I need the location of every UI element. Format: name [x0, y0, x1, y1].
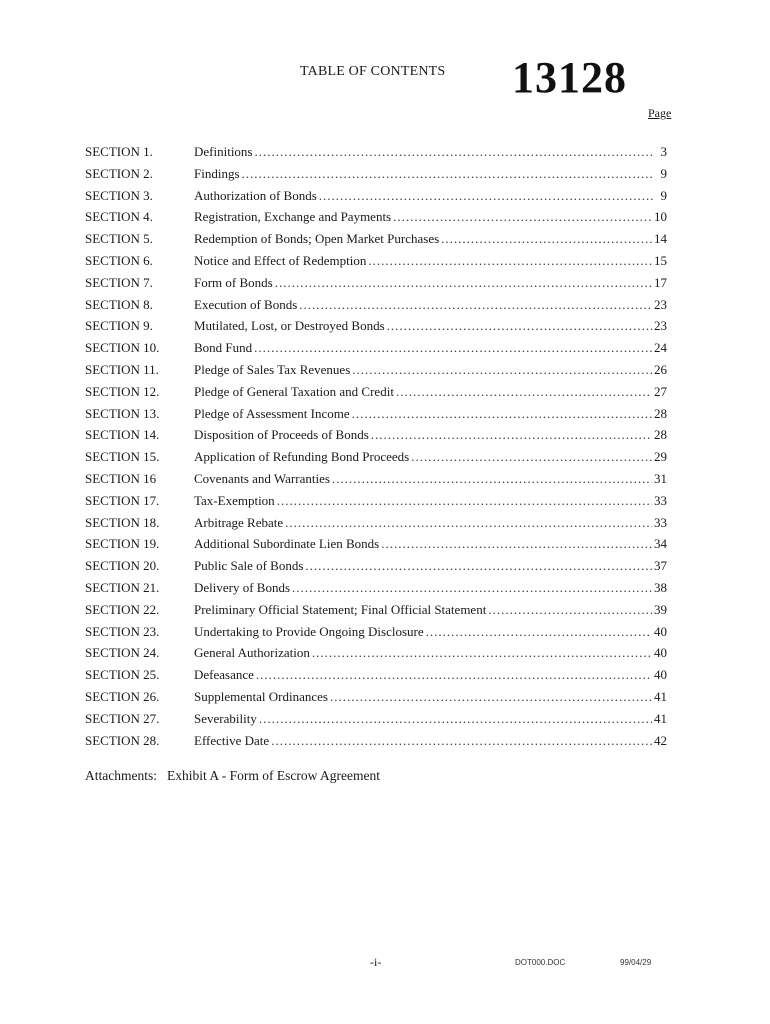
toc-row	[85, 686, 667, 708]
page-column-label: Page	[648, 106, 672, 120]
toc-row	[85, 381, 667, 403]
toc-row	[85, 294, 667, 316]
toc-page-number: 31	[654, 470, 667, 486]
toc-row	[85, 337, 667, 359]
toc-dot-leader	[319, 185, 653, 207]
toc-dot-leader	[387, 315, 652, 337]
toc-page-number: 39	[654, 601, 667, 617]
toc-dot-leader	[285, 512, 652, 534]
toc-section-number: SECTION 6.	[85, 252, 153, 268]
toc-row	[85, 424, 667, 446]
toc-dot-leader	[275, 272, 652, 294]
toc-section-title: Additional Subordinate Lien Bonds	[194, 536, 380, 552]
toc-section-title: Execution of Bonds	[194, 296, 298, 312]
toc-dot-leader	[299, 294, 652, 316]
attachments-value: Exhibit A - Form of Escrow Agreement	[166, 768, 380, 783]
toc-row	[85, 708, 667, 730]
toc-row	[85, 315, 667, 337]
toc-dot-leader	[256, 664, 652, 686]
toc-section-title: Pledge of General Taxation and Credit	[194, 383, 394, 399]
toc-section-number: SECTION 21.	[85, 579, 160, 595]
toc-page-number: 27	[654, 383, 667, 399]
toc-section-number: SECTION 3.	[85, 187, 153, 203]
toc-section-number: SECTION 5.	[85, 231, 153, 247]
toc-section-number: SECTION 14.	[85, 427, 160, 443]
toc-title: TABLE OF CONTENTS	[300, 64, 446, 79]
toc-row	[85, 403, 667, 425]
toc-dot-leader	[352, 403, 652, 425]
toc-page-number: 40	[654, 667, 667, 683]
toc-section-number: SECTION 13.	[85, 405, 160, 421]
toc-section-number: SECTION 20.	[85, 558, 160, 574]
toc-section-title: Mutilated, Lost, or Destroyed Bonds	[194, 318, 385, 334]
toc-row	[85, 141, 667, 163]
toc-section-title: Supplemental Ordinances	[194, 688, 328, 704]
toc-page-number: 24	[654, 340, 667, 356]
toc-page-number: 28	[654, 405, 667, 421]
toc-dot-leader	[255, 141, 654, 163]
toc-dot-leader	[277, 490, 652, 512]
table-of-contents	[85, 141, 667, 751]
toc-section-number: SECTION 27.	[85, 710, 160, 726]
toc-section-number: SECTION 26.	[85, 688, 160, 704]
toc-section-title: Covenants and Warranties	[194, 470, 330, 486]
toc-section-number: SECTION 10.	[85, 340, 160, 356]
toc-section-title: Undertaking to Provide Ongoing Disclosure	[194, 623, 424, 639]
toc-dot-leader	[381, 533, 652, 555]
toc-page-number: 9	[660, 165, 667, 181]
toc-page-number: 34	[654, 536, 667, 552]
toc-dot-leader	[271, 730, 652, 752]
toc-row	[85, 555, 667, 577]
toc-section-number: SECTION 11.	[85, 361, 159, 377]
toc-page-number: 17	[654, 274, 667, 290]
toc-section-title: Defeasance	[194, 667, 254, 683]
toc-page-number: 40	[654, 623, 667, 639]
toc-page-number: 40	[654, 645, 667, 661]
toc-section-title: Effective Date	[194, 732, 270, 748]
toc-row	[85, 664, 667, 686]
toc-dot-leader	[488, 599, 652, 621]
toc-row	[85, 577, 667, 599]
toc-page-number: 29	[654, 449, 667, 465]
toc-page-number: 41	[654, 688, 667, 704]
toc-row	[85, 228, 667, 250]
toc-page-number: 41	[654, 710, 667, 726]
toc-row	[85, 185, 667, 207]
toc-page-number: 23	[654, 318, 667, 334]
toc-section-number: SECTION 2.	[85, 165, 153, 181]
toc-section-number: SECTION 19.	[85, 536, 160, 552]
toc-row	[85, 533, 667, 555]
toc-section-title: Public Sale of Bonds	[194, 558, 304, 574]
footer-date: 99/04/29	[620, 958, 652, 967]
toc-dot-leader	[411, 446, 652, 468]
toc-section-title: Notice and Effect of Redemption	[194, 252, 367, 268]
toc-section-title: Definitions	[194, 144, 253, 159]
toc-page-number: 9	[660, 187, 667, 203]
toc-section-title: Form of Bonds	[194, 274, 273, 290]
toc-dot-leader	[242, 163, 653, 185]
toc-section-title: Disposition of Proceeds of Bonds	[194, 427, 369, 443]
toc-section-title: Registration, Exchange and Payments	[194, 209, 392, 225]
document-number: 13128	[512, 53, 627, 102]
toc-page-number: 10	[654, 209, 667, 225]
toc-row	[85, 730, 667, 752]
toc-page-number: 28	[654, 427, 667, 443]
toc-row	[85, 206, 667, 228]
toc-section-number: SECTION 7.	[85, 274, 153, 290]
toc-dot-leader	[371, 424, 652, 446]
toc-page-number: 26	[654, 361, 667, 377]
toc-section-title: Severability	[194, 710, 257, 726]
toc-page-number: 33	[654, 514, 667, 530]
toc-section-number: SECTION 28.	[85, 732, 160, 748]
toc-section-title: Pledge of Assessment Income	[194, 405, 350, 421]
toc-row	[85, 468, 667, 490]
toc-page-number: 38	[654, 579, 667, 595]
toc-row	[85, 250, 667, 272]
footer-page-number: -i-	[370, 955, 382, 969]
toc-section-number: SECTION 25.	[85, 667, 160, 683]
toc-row	[85, 512, 667, 534]
toc-dot-leader	[254, 337, 652, 359]
toc-section-title: Redemption of Bonds; Open Market Purchases	[194, 231, 440, 247]
toc-section-title: Tax-Exemption	[194, 492, 275, 508]
toc-section-title: General Authorization	[194, 645, 310, 661]
toc-section-title: Arbitrage Rebate	[194, 514, 284, 530]
toc-section-number: SECTION 9.	[85, 318, 153, 334]
toc-page-number: 3	[660, 144, 667, 159]
toc-dot-leader	[393, 206, 652, 228]
toc-section-number: SECTION 4.	[85, 209, 153, 225]
attachments-label: Attachments:	[85, 768, 157, 783]
toc-section-number: SECTION 12.	[85, 383, 160, 399]
toc-row	[85, 272, 667, 294]
toc-dot-leader	[426, 621, 652, 643]
toc-page-number: 14	[654, 231, 667, 247]
toc-section-number: SECTION 17.	[85, 492, 160, 508]
toc-dot-leader	[332, 468, 652, 490]
toc-dot-leader	[352, 359, 652, 381]
toc-row	[85, 490, 667, 512]
toc-page-number: 37	[654, 558, 667, 574]
toc-section-number: SECTION 1.	[85, 144, 153, 159]
toc-section-number: SECTION 16	[85, 470, 157, 486]
toc-section-title: Pledge of Sales Tax Revenues	[194, 361, 351, 377]
toc-dot-leader	[396, 381, 652, 403]
toc-dot-leader	[312, 642, 652, 664]
toc-dot-leader	[441, 228, 652, 250]
toc-dot-leader	[292, 577, 652, 599]
toc-dot-leader	[368, 250, 652, 272]
toc-dot-leader	[330, 686, 652, 708]
toc-section-number: SECTION 22.	[85, 601, 160, 617]
toc-section-number: SECTION 24.	[85, 645, 160, 661]
toc-page-number: 42	[654, 732, 667, 748]
toc-row	[85, 446, 667, 468]
toc-section-number: SECTION 8.	[85, 296, 153, 312]
toc-row	[85, 359, 667, 381]
toc-section-number: SECTION 18.	[85, 514, 160, 530]
toc-page-number: 33	[654, 492, 667, 508]
toc-row	[85, 599, 667, 621]
toc-section-title: Findings	[194, 165, 240, 181]
toc-section-title: Application of Refunding Bond Proceeds	[194, 449, 410, 465]
attachments-line	[85, 768, 380, 784]
toc-row	[85, 621, 667, 643]
toc-dot-leader	[259, 708, 652, 730]
toc-section-title: Bond Fund	[194, 340, 253, 356]
toc-row	[85, 163, 667, 185]
toc-page-number: 15	[654, 252, 667, 268]
toc-section-title: Preliminary Official Statement; Final Official Statement	[194, 601, 487, 617]
toc-section-title: Authorization of Bonds	[194, 187, 317, 203]
toc-section-number: SECTION 23.	[85, 623, 160, 639]
toc-row	[85, 642, 667, 664]
toc-page-number: 23	[654, 296, 667, 312]
footer-doc-code: DOT000.DOC	[515, 958, 566, 967]
toc-section-number: SECTION 15.	[85, 449, 160, 465]
toc-dot-leader	[305, 555, 652, 577]
toc-section-title: Delivery of Bonds	[194, 579, 291, 595]
